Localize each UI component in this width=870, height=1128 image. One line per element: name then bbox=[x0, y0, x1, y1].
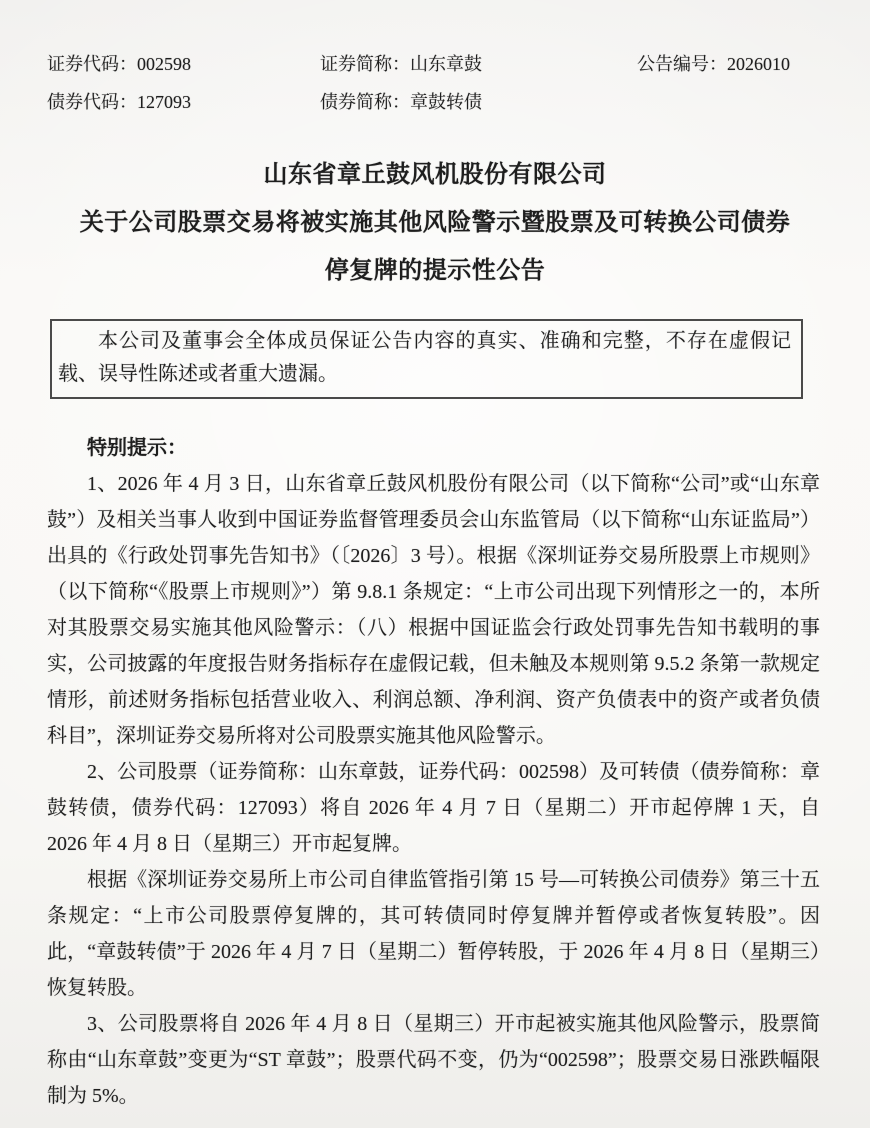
announcement-body bbox=[47, 430, 820, 1114]
title-block bbox=[45, 151, 825, 295]
paragraph-penalty-notice: 1、2026 年 4 月 3 日，山东省章丘鼓风机股份有限公司（以下简称“公司”或“山东章鼓”）及相关当事人收到中国证券监督管理委员会山东监管局（以下简称“山东证监局”）出具的《行政处罚事先告知书》（〔2026〕3 号）。根据《深圳证券交易所股票上市规则》（以下简称“《股票上市规则》”）第 9.8.1 条规定：“上市公司出现下列情形之一的，本所对其股票交易实施其他风险警示：（八）根据中国证监会行政处罚事先告知书载明的事实，公司披露的年度报告财务指标存在虚假记载，但未触及本规则第 9.5.2 条第一款规定情形，前述财务指标包括营业收入、利润总额、净利润、资产负债表中的资产或者负债科目”，深圳证券交易所将对公司股票实施其他风险警示。 bbox=[47, 473, 820, 747]
announcement-number: 公告编号：2026010 bbox=[637, 54, 790, 74]
special-notice-heading: 特别提示： bbox=[87, 437, 187, 459]
announcement-title-line-1: 关于公司股票交易将被实施其他风险警示暨股票及可转换公司债券 bbox=[79, 210, 791, 236]
paragraph-st-rename: 3、公司股票将自 2026 年 4 月 8 日（星期三）开市起被实施其他风险警示，股票简称由“山东章鼓”变更为“ST 章鼓”；股票代码不变，仍为“002598”；股票交易日涨跌幅限制为 5%。 bbox=[47, 1013, 820, 1107]
announcement-title-line-2: 停复牌的提示性公告 bbox=[324, 258, 546, 284]
stock-code: 证券代码：002598 bbox=[47, 54, 191, 74]
doc-header bbox=[0, 45, 870, 121]
bond-code: 债券代码：127093 bbox=[47, 92, 191, 112]
paragraph-suspension-resumption: 2、公司股票（证券简称：山东章鼓，证券代码：002598）及可转债（债券简称：章鼓转债，债券代码：127093）将自 2026 年 4 月 7 日（星期二）开市起停牌 1 天，自 2026 年 4 月 8 日（星期三）开市起复牌。 bbox=[47, 761, 820, 855]
company-name-title: 山东省章丘鼓风机股份有限公司 bbox=[263, 162, 607, 188]
declaration-box bbox=[50, 319, 803, 399]
declaration-text: 本公司及董事会全体成员保证公告内容的真实、准确和完整，不存在虚假记载、误导性陈述或者重大遗漏。 bbox=[58, 330, 791, 385]
header-row-bond bbox=[0, 83, 870, 121]
paragraph-convertible-bond-rule: 根据《深圳证券交易所上市公司自律监管指引第 15 号—可转换公司债券》第三十五条规定：“上市公司股票停复牌的，其可转债同时停复牌并暂停或者恢复转股”。因此，“章鼓转债”于 2026 年 4 月 7 日（星期二）暂停转股，于 2026 年 4 月 8 日（星期三）恢复转股。 bbox=[47, 869, 820, 999]
stock-short-name: 证券简称：山东章鼓 bbox=[320, 54, 482, 74]
bond-short-name: 债券简称：章鼓转债 bbox=[320, 92, 482, 112]
header-row-stock bbox=[0, 45, 870, 83]
